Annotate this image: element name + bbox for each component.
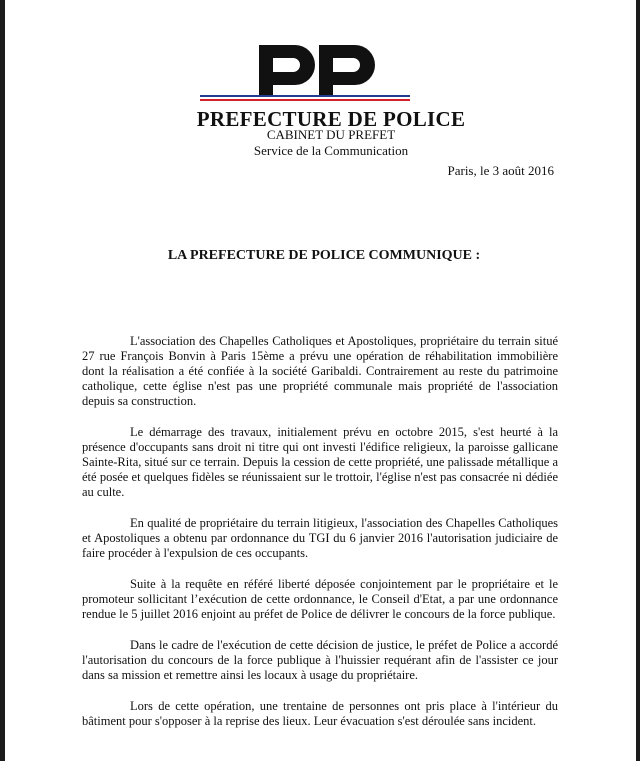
communique-title: LA PREFECTURE DE POLICE COMMUNIQUE :: [167, 248, 481, 263]
paragraph-5: Dans le cadre de l'exécution de cette décision de justice, le préfet de Police a accordé l'autorisation du concours de la force publique à l'huissier requérant afin de l'assister ce jour dans sa mission et remettre ainsi les locaux à usage du propriétaire.: [82, 638, 558, 682]
service-line: Service de la Communication: [253, 143, 409, 158]
dateline: Paris, le 3 août 2016: [447, 163, 554, 178]
paragraph-4: Suite à la requête en référé liberté déposée conjointement par le propriétaire et le promoteur sollicitant l’exécution de cette ordonnance, le Conseil d'Etat, a par une ordonnance rendue le 5 juillet 2016 enjoint au préfet de Police de délivrer le concours de la force publique.: [82, 577, 558, 621]
communique-body: [82, 334, 558, 745]
tricolor-red-stripe: [200, 99, 410, 101]
paragraph-1: L'association des Chapelles Catholiques et Apostoliques, propriétaire du terrain situé 27 rue François Bonvin à Paris 15ème a prévu une opération de réhabilitation immobilière dont la réalisation a été confiée à la société Garibaldi. Contrairement au reste du patrimoine catholique, cette église n'est pas une propriété communale mais propriété de l'association depuis sa construction.: [82, 334, 558, 408]
prefecture-pp-logo: [259, 45, 383, 101]
prefecture-name: PREFECTURE DE POLICE: [196, 107, 466, 131]
paragraph-2: Le démarrage des travaux, initialement prévu en octobre 2015, s'est heurté à la présence d'occupants sans droit ni titre qui ont investi l'édifice religieux, la paroisse gallicane Sainte-Rita, situé sur ce terrain. Depuis la cession de cette propriété, une palissade métallique a été posée et quelques fidèles se réunissaient sur le trottoir, l'église n'est pas consacrée ni dédiée au culte.: [82, 425, 558, 499]
paragraph-6: Lors de cette opération, une trentaine de personnes ont pris place à l'intérieur du bâtiment pour s'opposer à la reprise des lieux. Leur évacuation s'est déroulée sans incident.: [82, 699, 558, 728]
paragraph-3: En qualité de propriétaire du terrain litigieux, l'association des Chapelles Catholiques et Apostoliques a obtenu par ordonnance du TGI du 6 janvier 2016 l'autorisation judiciaire de faire procéder à l'expulsion de ces occupants.: [82, 516, 558, 560]
cabinet-line: CABINET DU PREFET: [266, 127, 396, 142]
tricolor-band: [200, 95, 410, 101]
